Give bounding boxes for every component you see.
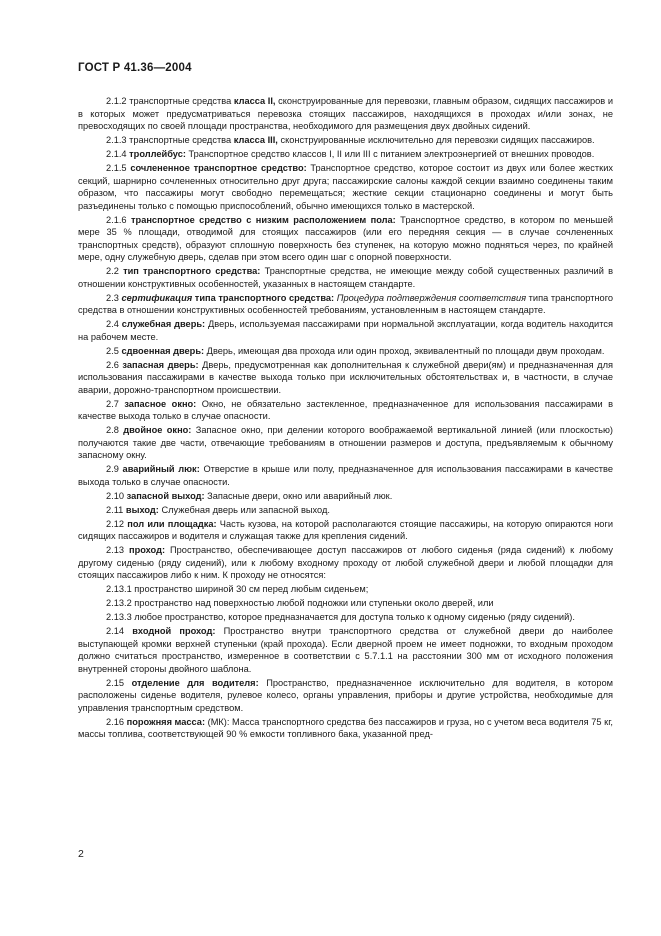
paragraph-2-5 bbox=[78, 345, 613, 358]
clause-definition: Транспортное средство классов I, II или III с питанием электроэнергией от внешних проводов. bbox=[185, 149, 595, 159]
clause-term: запасной выход: bbox=[126, 490, 205, 501]
clause-definition: (МК): Масса транспортного средства без пассажиров и груза, но с учетом веса водителя 75 кг, массы топлива, соответствующей 90 % емкости топливного бака, указанной пред- bbox=[78, 716, 614, 739]
clause-number: 2.1.3 bbox=[106, 135, 127, 145]
clause-number: 2.2 bbox=[106, 266, 119, 276]
clause-number: 2.15 bbox=[106, 677, 125, 688]
clause-term: класса III, bbox=[233, 135, 278, 145]
clause-number: 2.1.4 bbox=[106, 149, 127, 159]
clause-definition: Транспортное средство, в котором по меньшей мере 35 % площади, отводимой для стоящих пассажиров (или его передняя секция — в случае сочлененных транспортных средств), образуют сплошную поверхность без ступенек, на которую можно подняться через, по крайней мере, одну служебную дверь, сделав при этом всего один шаг с опорной поверхности. bbox=[78, 214, 613, 262]
clause-number: 2.13.3 bbox=[106, 612, 132, 622]
clause-number: 2.3 bbox=[106, 292, 119, 303]
clause-term: сдвоенная дверь: bbox=[121, 345, 205, 356]
paragraph-2-13-1 bbox=[78, 583, 613, 596]
document-body bbox=[78, 95, 613, 742]
paragraph-2-12 bbox=[78, 518, 613, 543]
clause-definition: Служебная дверь или запасной выход. bbox=[158, 504, 330, 515]
clause-term: служебная дверь: bbox=[121, 319, 206, 329]
clause-number: 2.5 bbox=[106, 345, 119, 356]
paragraph-2-9 bbox=[78, 463, 613, 488]
clause-text: любое пространство, которое предназначается для доступа только к одному сиденью (ряду сидений). bbox=[134, 612, 575, 622]
clause-number: 2.1.2 bbox=[106, 96, 127, 106]
clause-definition: Отверстие в крыше или полу, предназначенное для использования пассажирами в качестве выхода только в случае опасности. bbox=[78, 464, 613, 487]
clause-term: проход: bbox=[128, 545, 166, 555]
clause-definition: Запасные двери, окно или аварийный люк. bbox=[204, 490, 393, 501]
paragraph-2-1-5 bbox=[78, 162, 613, 212]
paragraph-2-15 bbox=[78, 677, 613, 715]
clause-term: тип транспортного средства: bbox=[123, 266, 261, 276]
clause-term: отделение для водителя: bbox=[131, 677, 259, 688]
clause-term: аварийный люк: bbox=[122, 464, 200, 474]
paragraph-2-13-2 bbox=[78, 597, 613, 610]
clause-term: выход: bbox=[125, 504, 159, 515]
paragraph-2-10 bbox=[78, 490, 613, 503]
clause-term: транспортное средство с низким расположением пола: bbox=[131, 214, 396, 225]
clause-definition: Дверь, предусмотренная как дополнительная к служебной двери(ям) и предназначенная для использования пассажирами в качестве выхода только при исключительных обстоятельствах и, в частности, в случае аварии, дорожно-транспортном происшествии. bbox=[78, 359, 613, 395]
clause-definition: сконструированные для перевозки, главным образом, сидящих пассажиров и в которых может предусматриваться перевозка стоящих пассажиров, находящихся в проходах и/или зонах, не превосходящих по своей площади пространства, необходимого для размещения двух двойных сидений. bbox=[78, 96, 613, 131]
clause-number: 2.8 bbox=[106, 425, 119, 435]
paragraph-2-16 bbox=[78, 716, 613, 741]
clause-term: входной проход: bbox=[132, 626, 216, 636]
clause-text: пространство шириной 30 см перед любым сиденьем; bbox=[134, 584, 369, 594]
clause-definition: Пространство, обеспечивающее доступ пассажиров от любого сиденья (ряда сидений) к любому другому сиденью (ряду сидений), или к любому входному проходу от любой служебной двери и любой площадки для стоящих пассажиров либо к ним. К проходу не относятся: bbox=[78, 545, 613, 580]
clause-number: 2.1.6 bbox=[106, 214, 127, 225]
paragraph-2-4 bbox=[78, 318, 613, 343]
clause-number: 2.16 bbox=[106, 716, 125, 727]
paragraph-2-11 bbox=[78, 504, 613, 517]
paragraph-2-3 bbox=[78, 292, 613, 317]
clause-term: сочлененное транспортное средство: bbox=[130, 163, 307, 173]
clause-term: запасная дверь: bbox=[122, 359, 199, 370]
clause-definition: типа транспортного средства в отношении конструктивных особенностей требованиям, установленным в настоящем стандарте. bbox=[78, 292, 614, 315]
clause-number: 2.12 bbox=[106, 518, 125, 529]
clause-number: 2.7 bbox=[106, 398, 119, 409]
clause-number: 2.14 bbox=[106, 626, 125, 636]
clause-definition-italic: Процедура подтверждения соответствия bbox=[334, 292, 527, 303]
paragraph-2-1-4 bbox=[78, 148, 613, 161]
paragraph-2-13-3 bbox=[78, 611, 613, 624]
paragraph-2-1-2 bbox=[78, 95, 613, 133]
clause-number: 2.6 bbox=[106, 359, 119, 370]
clause-term: запасное окно: bbox=[124, 398, 197, 409]
clause-number: 2.9 bbox=[106, 464, 119, 474]
clause-term: двойное окно: bbox=[123, 425, 192, 435]
paragraph-2-6 bbox=[78, 359, 613, 397]
clause-term: типа транспортного средства: bbox=[192, 292, 335, 303]
clause-number: 2.13.1 bbox=[106, 584, 132, 594]
clause-definition: Дверь, имеющая два прохода или один проход, эквивалентный по площади двум проходам. bbox=[204, 345, 605, 356]
clause-text: транспортные средства bbox=[129, 96, 234, 106]
paragraph-2-1-3 bbox=[78, 134, 613, 147]
clause-definition: Пространство внутри транспортного средства от служебной двери до наиболее выступающей кромки верхней ступеньки (край прохода). Если дверной проем не имеет подножки, то входным проходом должно считаться пространство, измеренное в соответствии с 5.7.1.1 на расстоянии 300 мм от исходного положения внутренней стороны двойного шаблона. bbox=[78, 626, 614, 674]
clause-definition: Часть кузова, на которой располагаются стоящие пассажиры, на которую опираются ноги сидящих пассажиров и водителя и служащая также для крепления сидений. bbox=[78, 518, 613, 541]
page-header-title: ГОСТ Р 41.36—2004 bbox=[78, 62, 192, 74]
clause-definition: Транспортное средство, которое состоит из двух или более жестких секций, шарнирно сочлененных относительно друг друга; пассажирские салоны каждой секции взаимно соединены таким образом, что пассажиры могут свободно перемещаться; жесткие секции стационарно соединены и могут быть разъединены только с помощью приспособлений, обычно имеющихся только в мастерской. bbox=[78, 163, 613, 211]
clause-definition: Запасное окно, при делении которого воображаемой вертикальной линией (или плоскостью) получаются такие две части, отвечающие требованиям в отношении размеров и доступа, предъявляемым к обычному запасному окну. bbox=[78, 425, 614, 460]
page-number: 2 bbox=[78, 848, 84, 860]
clause-number: 2.13.2 bbox=[106, 598, 132, 608]
paragraph-2-14 bbox=[78, 625, 613, 675]
clause-definition: Окно, не обязательно застекленное, предназначенное для использования пассажирами в качестве выхода только в случае опасности. bbox=[78, 398, 614, 421]
clause-number: 2.4 bbox=[106, 319, 119, 329]
clause-term: класса II, bbox=[233, 96, 276, 106]
clause-number: 2.11 bbox=[106, 504, 124, 515]
paragraph-2-2 bbox=[78, 265, 613, 290]
clause-number: 2.1.5 bbox=[106, 163, 127, 173]
clause-term: троллейбус: bbox=[129, 149, 186, 159]
clause-number: 2.10 bbox=[106, 490, 125, 501]
clause-text: пространство над поверхностью любой подножки или ступеньки около дверей, или bbox=[134, 598, 494, 608]
paragraph-2-8 bbox=[78, 424, 613, 462]
clause-term: пол или площадка: bbox=[127, 518, 217, 529]
clause-definition: Дверь, используемая пассажирами при нормальной эксплуатации, когда водитель находится на рабочем месте. bbox=[78, 319, 613, 342]
clause-number: 2.13 bbox=[106, 545, 125, 555]
clause-term: порожняя масса: bbox=[126, 716, 206, 727]
clause-term-italic: сертификация bbox=[121, 292, 193, 303]
clause-definition: Транспортные средства, не имеющие между собой существенных различий в отношении конструктивных особенностей, указанных в настоящем стандарте. bbox=[78, 266, 613, 289]
clause-definition: Пространство, предназначенное исключительно для водителя, в котором расположены сиденье водителя, рулевое колесо, органы управления, приборы и другие устройства, необходимые для управления транспортным средством. bbox=[78, 677, 614, 713]
paragraph-2-1-6 bbox=[78, 214, 613, 264]
paragraph-2-7 bbox=[78, 398, 613, 423]
clause-definition: сконструированные исключительно для перевозки сидящих пассажиров. bbox=[277, 135, 595, 145]
paragraph-2-13 bbox=[78, 544, 613, 582]
clause-text: транспортные средства bbox=[129, 135, 234, 145]
